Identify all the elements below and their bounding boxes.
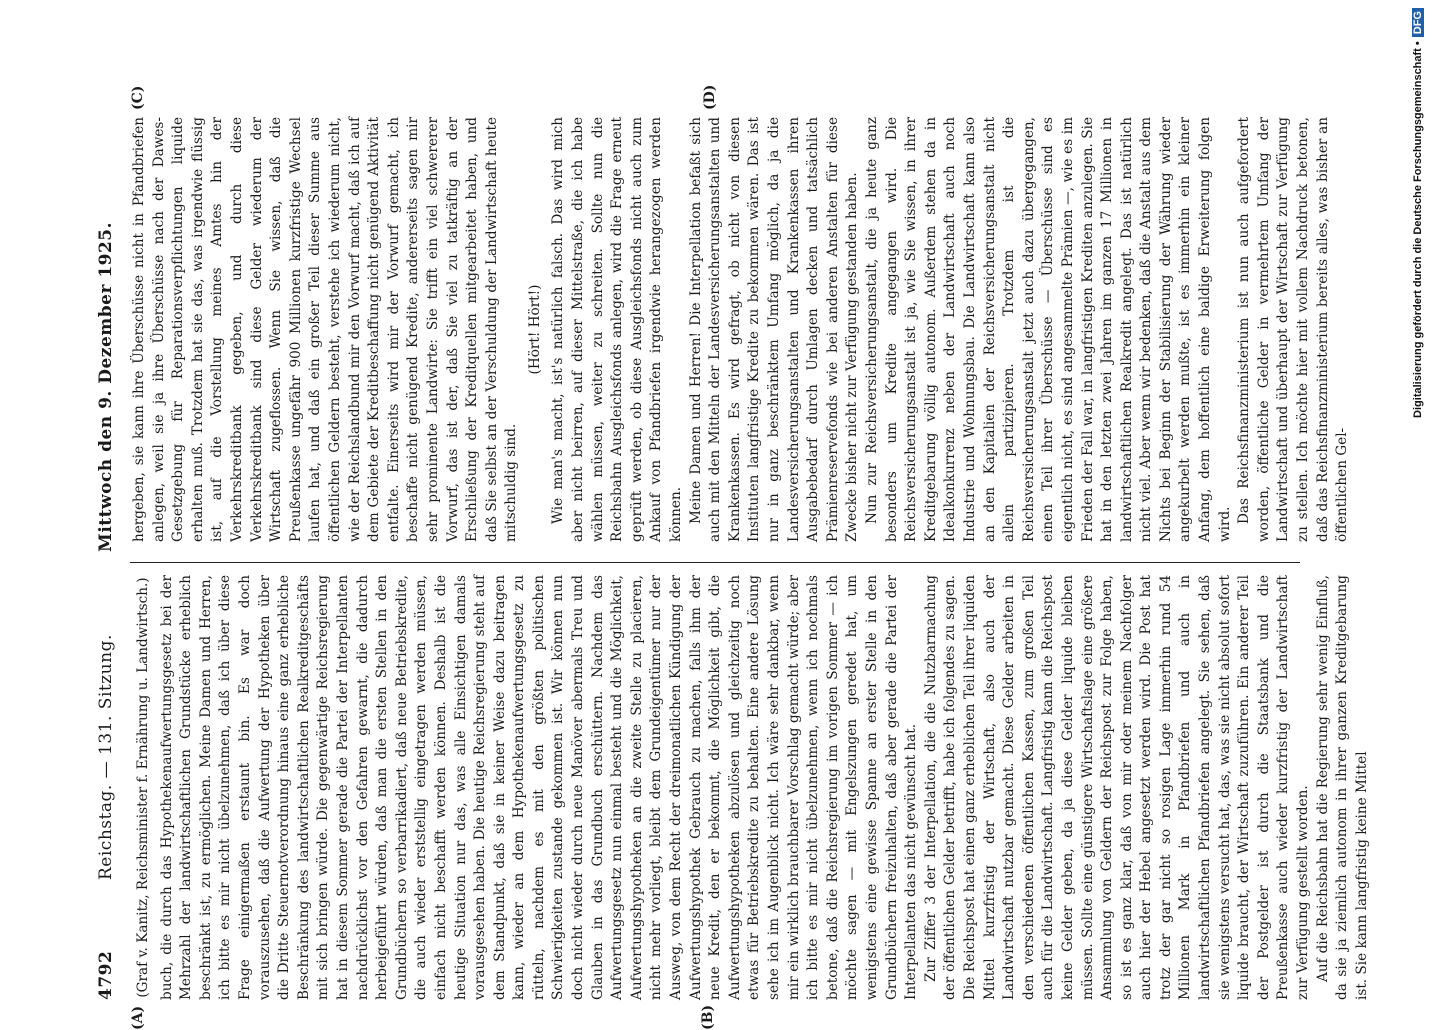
left-column [130,575,1370,1000]
dfg-logo: DFG [1412,8,1424,37]
speaker-line: (Graf v. Kanitz, Reichsminister f. Ernährung u. Landwirtsch.) [135,577,151,998]
interjection: (Hört! Hört!) [526,284,543,375]
session-title: Reichstag. — 131. Sitzung. [96,634,116,880]
paragraph: Auf die Reichsbahn hat die Regierung sehr wenig Einfluß, da sie ja ziemlich autonom in ihrer ganzen Kreditgebarung ist. Sie kann langfristig keine Mittel [1314,575,1370,1000]
session-date: Mittwoch den 9. Dezember 1925. [96,221,116,552]
paragraph: Meine Damen und Herren! Die Interpellation befaßt sich auch mit den Mitteln der Landesversicherungsanstalten und Krankenkassen. Es wird gefragt, ob nicht von diesen Instituten langfristige Kredite zu bekommen wären. Das ist nur in ganz beschränktem Umfang möglich, da ja die Landesversicherungsanstalten und Krankenkassen ihren Ausgabebedarf durch Umlagen decken und tatsächlich Prämienreservefonds wie bei anderen Anstalten für diese Zwecke bisher nicht zur Verfügung gestanden haben. [687,117,861,542]
digitization-note [1412,8,1432,993]
margin-marker-c: (C) [130,85,146,110]
document-page [90,84,1370,1030]
margin-marker-a: (A) [130,1005,146,1030]
page-header [90,95,124,1000]
paragraph: Zur Ziffer 3 der Interpellation, die die Nutzbarmachung der öffentlichen Gelder betrifft, habe ich folgendes zu sagen. Die Reichspost hat einen ganz erheblichen Teil ihrer liquiden Mittel kurzfristig der Wirtschaft, also auch der Landwirtschaft nutzbar gemacht. Diese Gelder arbeiten in den verschiedenen öffentlichen Kassen, zum großen Teil auch für die Landwirtschaft. Langfristig kann die Reichspost keine Gelder geben, da ja diese Gelder liquide bleiben müssen. Sollte eine günstigere Wirtschaftslage eine größere Ansammlung von Geldern der Reichspost zur Folge haben, so ist es ganz klar, daß von mir oder meinem Nachfolger auch hier der Hebel angesetzt werden wird. Die Post hat trotz der gar nicht so rosigen Lage immerhin rund 54 Millionen Mark in Pfandbriefen und auch in landwirtschaftlichen Pfandbriefen angelegt. Sie sehen, daß sie wenigstens versucht hat, das, was sie nicht absolut sofort liquide braucht, der Wirtschaft zuzuführen. Ein anderer Teil der Postgelder ist durch die Staatsbank und die Preußenkasse auch wieder kurzfristig der Landwirtschaft zur Verfügung gestellt worden. [922,575,1312,1000]
paragraph: hergeben, sie kann ihre Überschüsse nicht in Pfandbriefen anlegen, weil sie ja ihre Überschüsse nach der Dawes-Gesetzgebung für Reparationsverpflichtungen liquide erhalten muß. Trotzdem hat sie das, was irgendwie flüssig ist, auf die Vorstellung meines Amtes hin der Verkehrskreditbank gegeben, und durch diese Verkehrskreditbank sind diese Gelder wiederum der Wirtschaft zugeflossen. Wenn Sie wissen, daß die Preußenkasse ungefähr 900 Millionen kurzfristige Wechsel laufen hat, und daß ein großer Teil dieser Summe aus öffentlichen Geldern besteht, verstehe ich wiederum nicht, wie der Reichslandbund mir den Vorwurf macht, daß ich auf dem Gebiete der Kreditbeschaffung nicht genügend Aktivität entfalte. Einerseits wird mir der Vorwurf gemacht, ich beschaffe nicht genügend Kredite, andererseits sagen mir sehr prominente Landwirte: Sie trifft ein viel schwererer Vorwurf, das ist der, daß Sie viel zu tatkräftig an der Erschließung der Kreditquellen mitgearbeitet haben, und daß Sie selbst an der Verschuldung der Landwirtschaft heute mitschuldig sind. [131,117,520,542]
paragraph: buch, die durch das Hypothekenaufwertungsgesetz bei der Mehrzahl der landwirtschaftlichen Grundstücke erheblich beschränkt ist, zu ermöglichen. Meine Damen und Herren, ich bitte es mir nicht übelzunehmen, daß ich über diese Frage einigermaßen erstaunt bin. Es war doch vorauszusehen, daß die Aufwertung der Hypotheken über die Dritte Steuernotverordnung hinaus eine ganz erhebliche Beschränkung des landwirtschaftlichen Realkreditgeschäfts mit sich bringen würde. Die gegenwärtige Reichsregierung hat in diesem Sommer gerade die Partei der Interpellanten nachdrücklichst vor den Gefahren gewarnt, die dadurch herbeigeführt würden, daß man die ersten Stellen in den Grundbüchern so verbarrikadiert, daß neue Betriebskredite, die auch wieder erststellig eingetragen werden müssen, einfach nicht beschafft werden können. Deshalb ist die heutige Situation nur das, was alle Einsichtigen damals vorausgesehen haben. Die heutige Reichsregierung steht auf dem Standpunkt, daß sie in keiner Weise dazu beitragen kann, wieder an dem Hypothekenaufwertungsgesetz zu rütteln, nachdem es mit den größten politischen Schwierigkeiten zustande gekommen ist. Wir können nun doch nicht wieder durch neue Manöver abermals Treu und Glauben in das Grundbuch erschüttern. Nachdem das Aufwertungsgesetz nun einmal besteht und die Möglichkeit, Aufwertungshypotheken an die zweite Stelle zu placieren, nicht mehr vorliegt, bleibt dem Grundeigentümer nur der Ausweg, von dem Recht der dreimonatlichen Kündigung der Aufwertungshypothek Gebrauch zu machen, falls ihm der neue Kredit, den er bekommt, die Möglichkeit gibt, die Aufwertungshypotheken abzulösen und gleichzeitig noch etwas für Betriebskredite zu behalten. Eine andere Lösung sehe ich im Augenblick nicht. Ich wäre sehr dankbar, wenn mir ein wirklich brauchbarer Vorschlag gemacht würde; aber ich bitte es mir nicht übelzunehmen, wenn ich nochmals betone, daß die Reichsregierung im vorigen Sommer — ich möchte sagen — mit Engelszungen geredet hat, um wenigstens eine gewisse Spanne an erster Stelle in den Grundbüchern freizuhalten, daß aber gerade die Partei der Interpellanten das nicht gewünscht hat. [158,575,920,1000]
digitization-text: Digitalisierung gefördert durch die Deutsche Forschungsgemeinschaft • [1412,41,1424,418]
column-divider [130,562,1300,563]
margin-marker-d: (D) [702,84,718,110]
right-column [130,117,1351,542]
paragraph: Wie man's macht, ist's natürlich falsch. Das wird mich aber nicht beirren, auf dieser Mittelstraße, die ich habe wählen müssen, weiter zu schreiten. Sollte nun die Reichsbahn Ausgleichsfonds anlegen, wird die Frage erneut geprüft werden, ob diese Ausgleichsfonds nicht auch zum Ankauf von Pfandbriefen irgendwie herangezogen werden können. [550,117,685,542]
margin-marker-b: (B) [700,1004,716,1030]
paragraph: Nun zur Reichsversicherungsanstalt, die ja heute ganz besonders um Kredite angegangen wird. Die Reichsversicherungsanstalt ist ja, wie Sie wissen, in ihrer Kreditgebarung völlig autonom. Außerdem stehen da in Idealkonkurrenz neben der Landwirtschaft auch noch Industrie und Wohnungsbau. Die Landwirtschaft kann also an den Kapitalien der Reichsversicherungsanstalt nicht allein partizipieren. Trotzdem ist die Reichsversicherungsanstalt jetzt auch dazu übergegangen, einen Teil ihrer Überschüsse — Überschüsse sind es eigentlich nicht, es sind angesammelte Prämien —, wie es im Frieden der Fall war, in langfristigen Krediten anzulegen. Sie hat in den letzten zwei Jahren im ganzen 17 Millionen in landwirtschaftlichen Realkredit angelegt. Das ist natürlich nicht viel. Aber wenn wir bedenken, daß die Anstalt aus dem Nichts bei Beginn der Stabilisierung der Währung wieder angekurbelt werden mußte, ist es immerhin ein kleiner Anfang, dem hoffentlich eine baldige Erweiterung folgen wird. [863,117,1233,542]
paragraph: Das Reichsfinanzministerium ist nun auch aufgefordert worden, öffentliche Gelder in vermehrtem Umfang der Landwirtschaft und überhaupt der Wirtschaft zur Verfügung zu stellen. Ich möchte hier mit vollem Nachdruck betonen, daß das Reichsfinanzministerium bereits alles, was bisher an öffentlichen Gel- [1236,117,1351,542]
page-number: 4792 [96,950,116,1000]
